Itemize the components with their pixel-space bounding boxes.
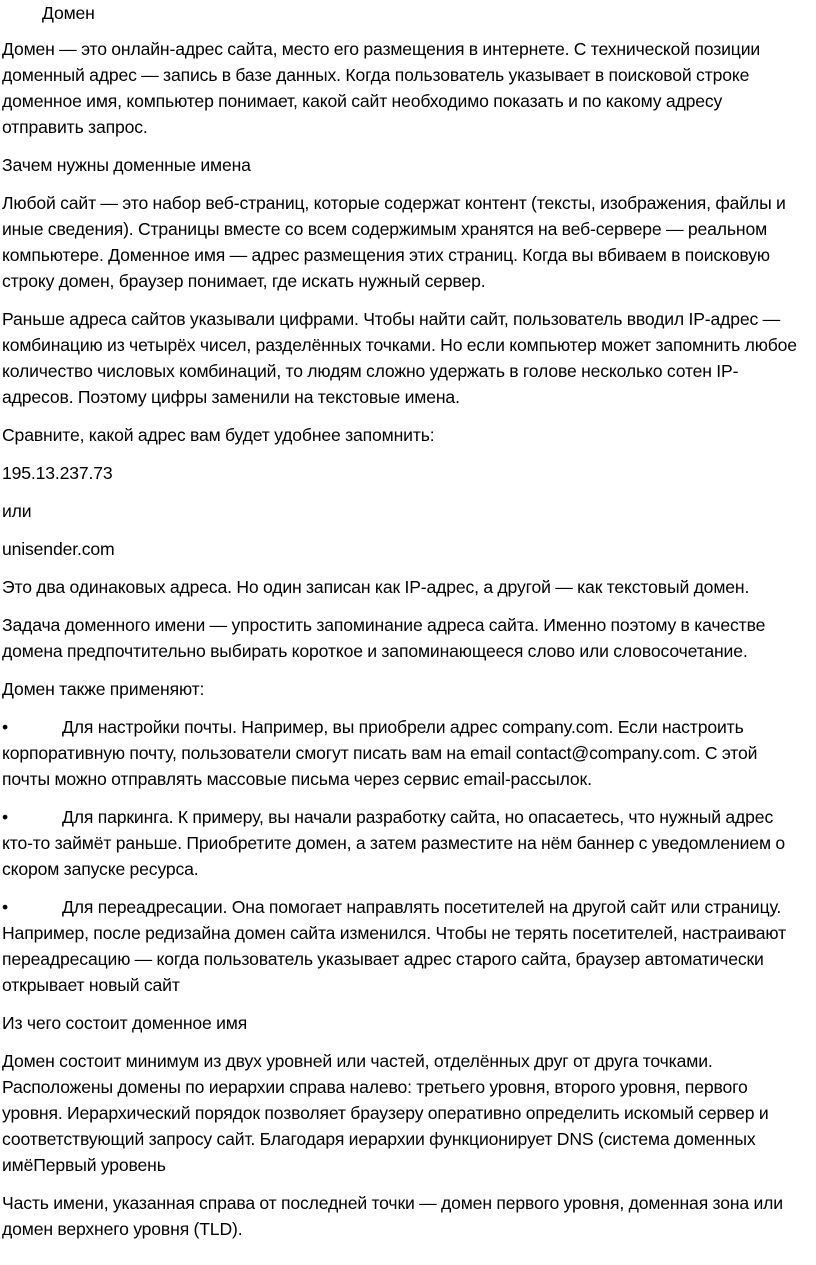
bullet-mark: • [2, 717, 9, 737]
bullet-redirect-text: Для переадресации. Она помогает направлять посетителей на другой сайт или страницу. Например, после редизайна домен сайта изменился. Чтобы не терять посетителей, настраивают переадресацию — когда пользователь указывает адрес старого сайта, браузер автоматически открывает новый сайт [2, 897, 786, 995]
why-heading: Зачем нужны доменные имена [2, 155, 251, 175]
document-title: Домен [42, 3, 95, 23]
bullet-mail [2, 714, 808, 792]
bullet-mail-text: Для настройки почты. Например, вы приобрели адрес company.com. Если настроить корпоративную почту, пользователи смогут писать вам на email contact@company.com. С этой почты можно отправлять массовые письма через сервис email-рассылок. [2, 717, 758, 789]
ip-example: 195.13.237.73 [2, 463, 113, 483]
document-body [2, 0, 808, 1254]
bullet-redirect [2, 894, 808, 998]
or-paragraph: или [2, 501, 32, 521]
intro-paragraph: Домен — это онлайн-адрес сайта, место его размещения в интернете. С технической позиции доменный адрес — запись в базе данных. Когда пользователь указывает в поисковой строке доменное имя, компьютер понимает, какой сайт необходимо показать и по какому адресу отправить запрос. [2, 39, 761, 137]
compare-paragraph: Сравните, какой адрес вам будет удобнее запомнить: [2, 425, 435, 445]
also-used-paragraph: Домен также применяют: [2, 679, 205, 699]
domain-example: unisender.com [2, 539, 115, 559]
tld-paragraph: Часть имени, указанная справа от последней точки — домен первого уровня, доменная зона или домен верхнего уровня (TLD). [2, 1193, 783, 1239]
why-paragraph: Любой сайт — это набор веб-страниц, которые содержат контент (тексты, изображения, файлы и иные сведения). Страницы вместе со всем содержимым хранятся на веб-сервере — реальном компьютере. Доменное имя — адрес размещения этих страниц. Когда вы вбиваем в поисковую строку домен, браузер понимает, где искать нужный сервер. [2, 193, 786, 291]
history-paragraph: Раньше адреса сайтов указывали цифрами. Чтобы найти сайт, пользователь вводил IP-адрес — комбинацию из четырёх чисел, разделённых точками. Но если компьютер может запомнить любое количество числовых комбинаций, то людям сложно удержать в голове несколько сотен IP-адресов. Поэтому цифры заменили на текстовые имена. [2, 309, 797, 407]
bullet-mark: • [2, 807, 9, 827]
bullet-parking [2, 804, 808, 882]
structure-paragraph: Домен состоит минимум из двух уровней или частей, отделённых друг от друга точками. Расположены домены по иерархии справа налево: третьего уровня, второго уровня, первого уровня. Иерархический порядок позволяет браузеру оперативно определить искомый сервер и соответствующий запросу сайт. Благодаря иерархии функционирует DNS (система доменных имёПервый уровень [2, 1051, 769, 1175]
bullet-parking-text: Для паркинга. К примеру, вы начали разработку сайта, но опасаетесь, что нужный адрес кто-то займёт раньше. Приобретите домен, а затем разместите на нём баннер с уведомлением о скором запуске ресурса. [2, 807, 785, 879]
structure-heading: Из чего состоит доменное имя [2, 1013, 248, 1033]
bullet-mark: • [2, 897, 9, 917]
same-address-paragraph: Это два одинаковых адреса. Но один записан как IP-адрес, а другой — как текстовый домен. [2, 577, 750, 597]
task-paragraph: Задача доменного имени — упростить запоминание адреса сайта. Именно поэтому в качестве домена предпочтительно выбирать короткое и запоминающееся слово или словосочетание. [2, 615, 766, 661]
